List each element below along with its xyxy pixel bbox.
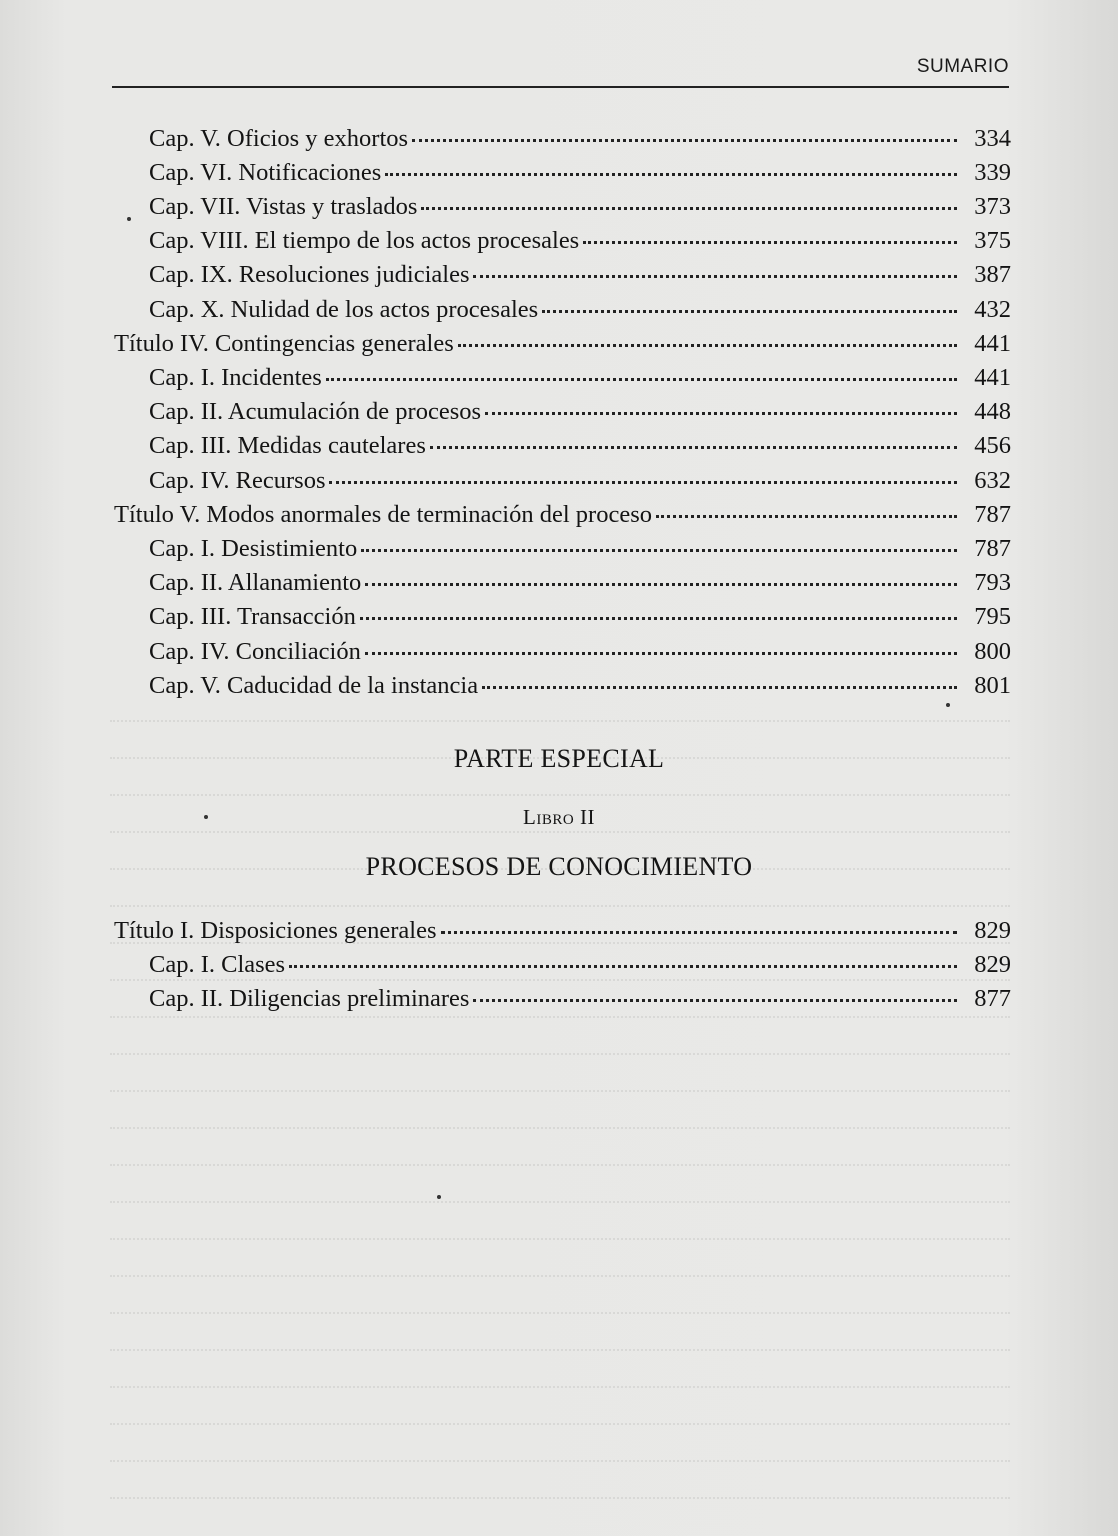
paper-speck <box>127 217 131 221</box>
dot-leader <box>458 319 957 347</box>
toc-entry <box>149 597 1011 631</box>
toc-entry-page: 877 <box>974 984 1011 1012</box>
toc-entry-label: Cap. I. Incidentes <box>149 363 322 391</box>
paper-speck <box>204 815 208 819</box>
toc-entry <box>149 631 1011 665</box>
toc-entry-page: 334 <box>974 124 1011 152</box>
toc-entry-page: 456 <box>974 432 1011 460</box>
dot-leader <box>473 974 957 1002</box>
dot-leader <box>360 593 957 621</box>
toc-entry <box>114 494 1011 528</box>
toc-entry-page: 795 <box>974 603 1011 631</box>
toc-entry-label: Cap. IV. Recursos <box>149 466 326 494</box>
toc-entry-label: Cap. VII. Vistas y traslados <box>149 192 418 220</box>
dot-leader <box>441 906 957 934</box>
toc-entry-label: Título IV. Contingencias generales <box>114 329 454 357</box>
book-title: PROCESOS DE CONOCIMIENTO <box>365 852 753 881</box>
toc-entry-page: 800 <box>974 637 1011 665</box>
toc-entry-page: 339 <box>974 158 1011 186</box>
toc-entry-label: Cap. IX. Resoluciones judiciales <box>149 261 470 289</box>
toc-entry-page: 441 <box>974 329 1011 357</box>
part-title: PARTE ESPECIAL <box>453 744 665 773</box>
toc-entry <box>149 255 1011 289</box>
dot-leader <box>289 940 957 968</box>
running-header <box>112 56 1009 88</box>
toc-entry <box>149 944 1011 978</box>
toc-entry-page: 448 <box>974 398 1011 426</box>
toc-entry <box>149 221 1011 255</box>
toc-entry <box>149 426 1011 460</box>
toc-entry-page: 375 <box>974 227 1011 255</box>
dot-leader <box>326 353 957 381</box>
toc-entry-label: Cap. VI. Notificaciones <box>149 158 382 186</box>
toc-entry-page: 787 <box>974 500 1011 528</box>
toc-entry-label: Cap. I. Clases <box>149 950 286 978</box>
toc-entry-page: 793 <box>974 569 1011 597</box>
toc-entry <box>149 357 1011 391</box>
toc-entry <box>149 978 1011 1012</box>
toc-entry-label: Cap. III. Medidas cautelares <box>149 432 426 460</box>
dot-leader <box>482 661 957 689</box>
toc-entry <box>149 528 1011 562</box>
toc-entry-label: Cap. II. Diligencias preliminares <box>149 984 470 1012</box>
toc-entry <box>149 289 1011 323</box>
toc-entry <box>149 118 1011 152</box>
bleed-through-texture <box>110 720 1010 1530</box>
toc-entry <box>114 323 1011 357</box>
dot-leader <box>361 524 957 552</box>
dot-leader <box>473 251 957 279</box>
dot-leader <box>583 217 957 245</box>
dot-leader <box>542 285 957 313</box>
toc-entry-label: Cap. I. Desistimiento <box>149 534 358 562</box>
header-section-label: SUMARIO <box>916 56 1009 77</box>
toc-entry <box>149 152 1011 186</box>
dot-leader <box>385 148 957 176</box>
dot-leader <box>430 422 957 450</box>
toc-entry <box>114 910 1011 944</box>
toc-entry <box>149 563 1011 597</box>
toc-entry-page: 432 <box>974 295 1011 323</box>
toc-entry-label: Cap. II. Acumulación de procesos <box>149 398 482 426</box>
toc-entry-page: 801 <box>974 671 1011 699</box>
toc-entry-label: Cap. II. Allanamiento <box>149 569 362 597</box>
dot-leader <box>365 559 957 587</box>
toc-entry-label: Cap. IV. Conciliación <box>149 637 361 665</box>
book-label: Libro II <box>523 805 595 829</box>
dot-leader <box>656 490 957 518</box>
dot-leader <box>421 182 957 210</box>
toc-entry-label: Cap. X. Nulidad de los actos procesales <box>149 295 539 323</box>
paper-speck <box>437 1195 441 1199</box>
toc-entry <box>149 186 1011 220</box>
toc-entry-page: 441 <box>974 363 1011 391</box>
toc-entry-page: 373 <box>974 192 1011 220</box>
toc-entry <box>149 392 1011 426</box>
dot-leader <box>365 627 957 655</box>
toc-entry-label: Cap. VIII. El tiempo de los actos procesales <box>149 227 580 255</box>
toc-entry-label: Título V. Modos anormales de terminación del proceso <box>114 500 652 528</box>
toc-entry-label: Cap. III. Transacción <box>149 603 356 631</box>
toc-entry <box>149 665 1011 699</box>
toc-entry-page: 829 <box>974 950 1011 978</box>
dot-leader <box>485 388 957 416</box>
toc-entry <box>149 460 1011 494</box>
toc-entry-label: Cap. V. Caducidad de la instancia <box>149 671 479 699</box>
dot-leader <box>329 456 957 484</box>
toc-entry-page: 787 <box>974 534 1011 562</box>
dot-leader <box>412 114 957 142</box>
toc-entry-label: Cap. V. Oficios y exhortos <box>149 124 409 152</box>
toc-entry-page: 387 <box>974 261 1011 289</box>
paper-speck <box>946 703 950 707</box>
toc-entry-label: Título I. Disposiciones generales <box>114 916 437 944</box>
toc-entry-page: 632 <box>974 466 1011 494</box>
toc-entry-page: 829 <box>974 916 1011 944</box>
